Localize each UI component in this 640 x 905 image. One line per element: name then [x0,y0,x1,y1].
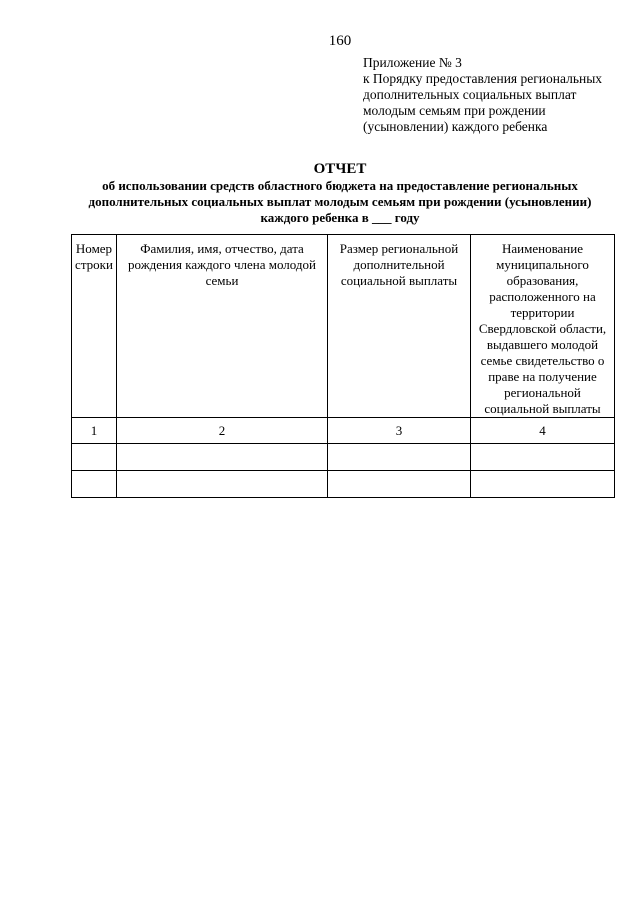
column-header-payment-amount [328,235,471,418]
page-number: 160 [328,33,352,49]
table-cell [471,471,615,498]
column-header-label: Наименование муниципального образования, расположенного на территории Свердловской области, выдавшего молодой семье свидетельство о праве на получение региональной социальной выплаты [478,241,607,416]
table-cell [72,471,117,498]
table-cell [328,471,471,498]
table-cell [328,444,471,471]
column-number: 4 [471,418,615,444]
report-subtitle-line: каждого ребенка в ___ году [260,210,420,225]
report-title: ОТЧЕТ [313,161,367,177]
table-cell [117,471,328,498]
table-header-row [72,235,615,418]
column-number: 1 [72,418,117,444]
report-subtitle-line: дополнительных социальных выплат молодым семьям при рождении (усыновлении) [88,194,592,209]
column-number-row [72,418,615,444]
column-header-label: Размер региональной дополнительной социальной выплаты [339,241,459,288]
report-heading [40,160,640,226]
column-header-label: Фамилия, имя, отчество, дата рождения каждого члена молодой семьи [128,241,316,288]
table-row [72,444,615,471]
table-row [72,471,615,498]
appendix-line: к Порядку предоставления региональных [363,71,603,86]
column-number: 2 [117,418,328,444]
column-header-municipality [471,235,615,418]
table-cell [117,444,328,471]
table-cell [72,444,117,471]
appendix-line: Приложение № 3 [363,55,462,70]
appendix-line: молодым семьям при рождении [363,103,546,118]
column-header-family-members [117,235,328,418]
column-header-label: Номер строки [75,241,113,272]
report-subtitle-line: об использовании средств областного бюджета на предоставление региональных [102,178,578,193]
report-table [71,234,615,498]
appendix-line: (усыновлении) каждого ребенка [363,119,548,134]
column-number: 3 [328,418,471,444]
column-header-row-number [72,235,117,418]
appendix-note [363,55,602,135]
appendix-line: дополнительных социальных выплат [363,87,577,102]
table-cell [471,444,615,471]
